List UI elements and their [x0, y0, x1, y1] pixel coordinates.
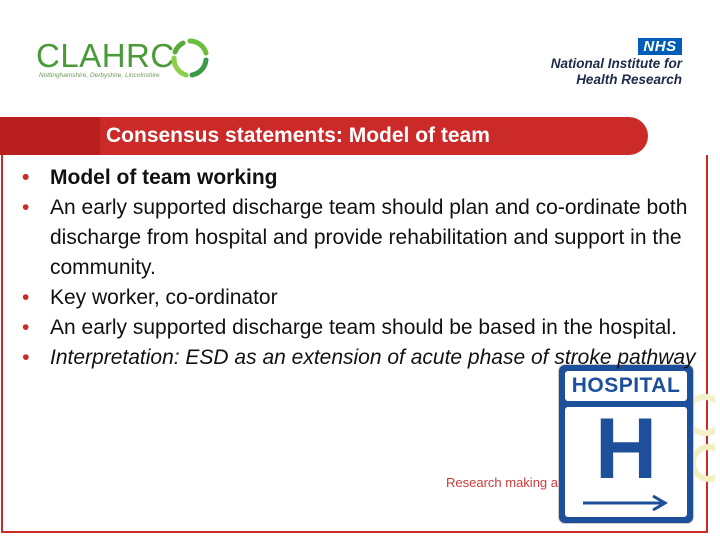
nihr-name-line1: National Institute for [550, 56, 682, 71]
nihr-name-line2: Health Research [576, 72, 682, 87]
bullet-item [22, 313, 702, 343]
bullet-marker: • [22, 166, 30, 189]
sign-header [565, 371, 687, 401]
bullet-text: Model of team working [50, 166, 278, 189]
bullet-text: An early supported discharge team should plan and co-ordinate both discharge from hospital and provide rehabilitation and support in the community. [50, 196, 688, 279]
title-band [0, 117, 648, 155]
bullet-marker: • [22, 196, 30, 219]
clahrc-logo-text: CLAHRC [36, 37, 175, 74]
bullet-item [22, 163, 702, 193]
bullet-marker: • [22, 316, 30, 339]
bullet-text: Key worker, co-ordinator [50, 286, 278, 309]
clahrc-tagline: Nottinghamshire, Derbyshire, Lincolnshire [39, 72, 160, 79]
watermark-text: Research making a [446, 475, 558, 490]
slide-title: Consensus statements: Model of team [106, 124, 490, 147]
bullet-text: An early supported discharge team should be based in the hospital. [50, 316, 677, 339]
bullet-marker: • [22, 346, 30, 369]
title-band-lead [0, 117, 100, 155]
bullet-list [22, 163, 702, 373]
right-arrow-icon [579, 493, 675, 513]
sign-header-text: HOSPITAL [571, 374, 681, 397]
bullet-item [22, 343, 702, 373]
bullet-item [22, 283, 702, 313]
recycle-ring-icon [170, 38, 210, 78]
hospital-sign-image [559, 365, 693, 523]
clahrc-logo [36, 36, 216, 84]
sign-letter: H [594, 401, 658, 497]
nihr-logo [540, 36, 686, 92]
nhs-badge: NHS [638, 38, 682, 55]
bullet-marker: • [22, 286, 30, 309]
bullet-text: Interpretation: ESD as an extension of acute phase of stroke pathway [50, 346, 696, 369]
sign-body [565, 401, 687, 517]
bullet-item [22, 193, 702, 283]
